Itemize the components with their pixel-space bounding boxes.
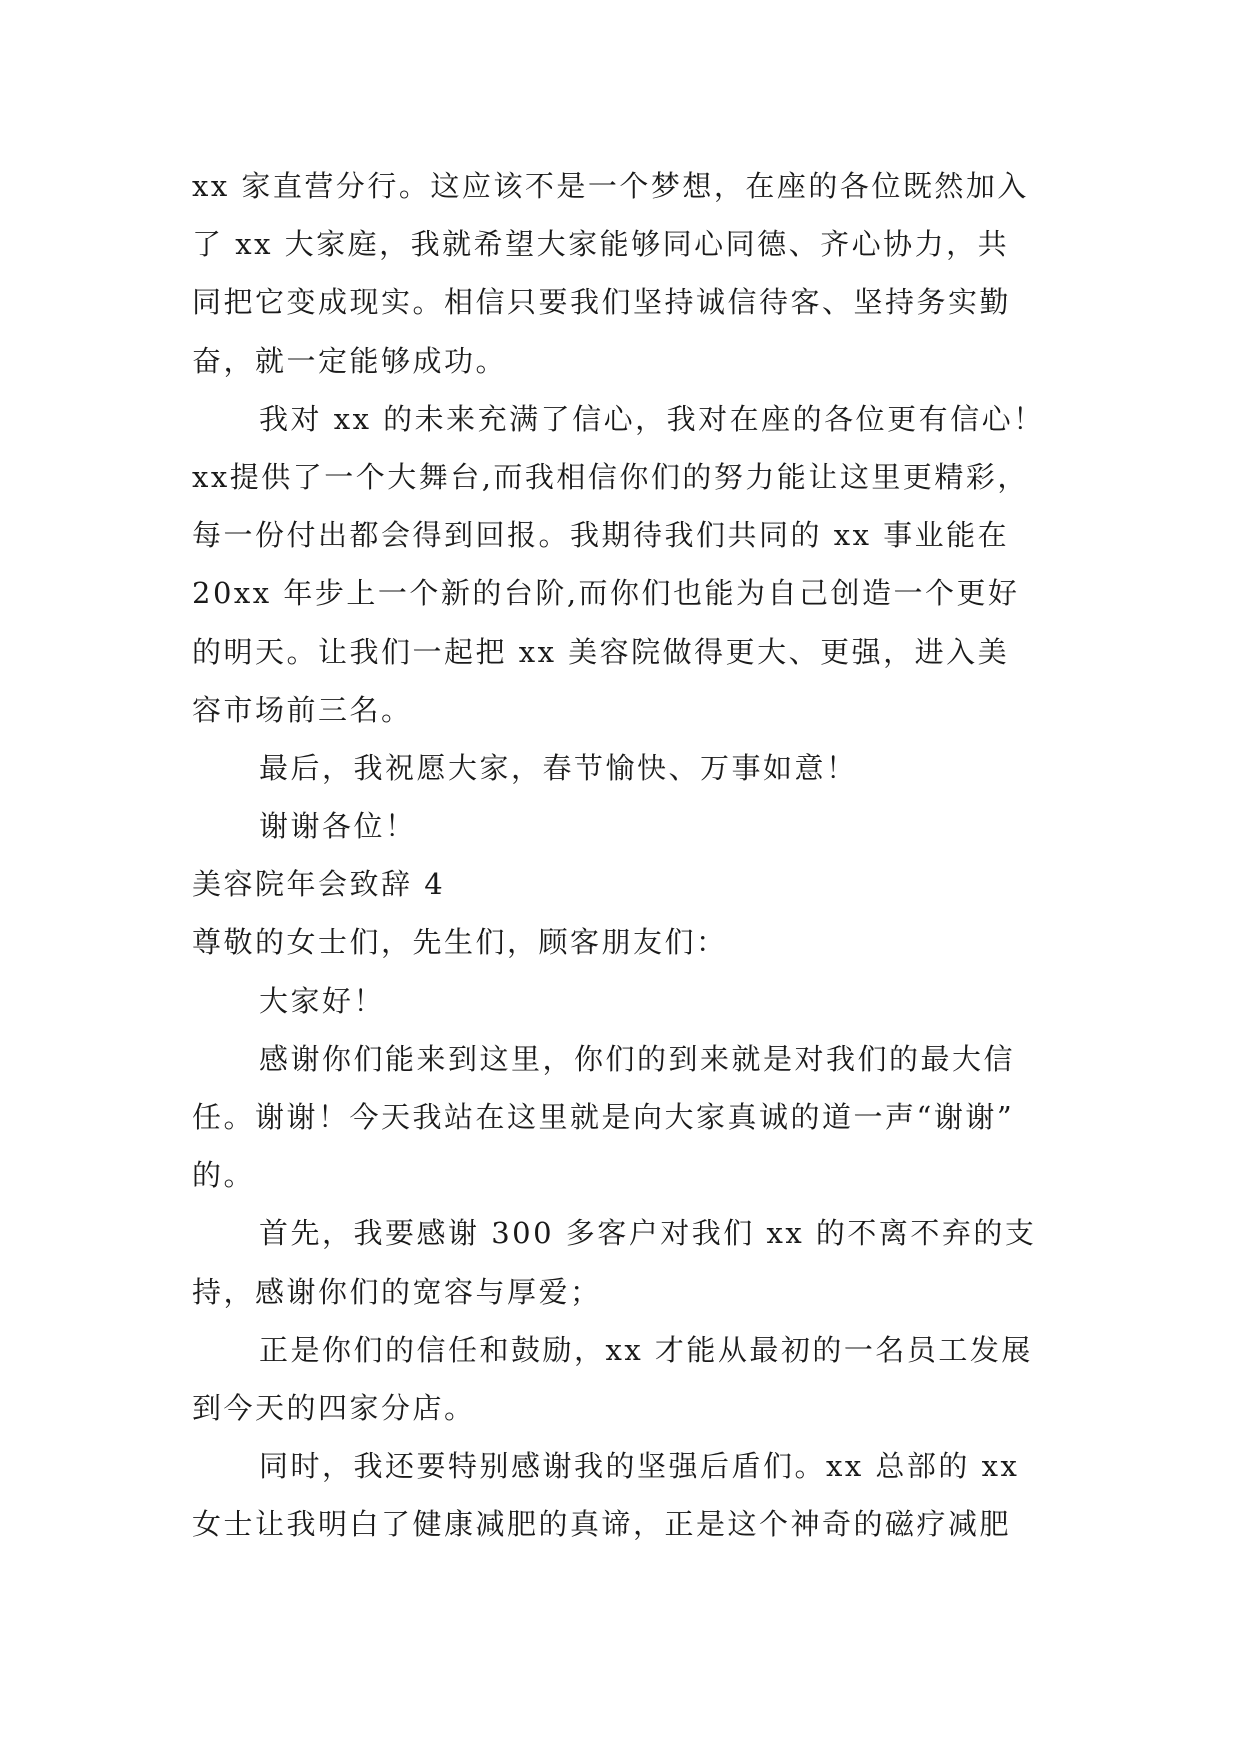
text-line: 持，感谢你们的宽容与厚爱； [192, 1274, 602, 1309]
section-heading: 美容院年会致辞 4 [192, 867, 446, 902]
text-line: 女士让我明白了健康减肥的真谛，正是这个神奇的磁疗减肥 [192, 1507, 1012, 1542]
text-line: 到今天的四家分店。 [192, 1390, 476, 1425]
text-line: 任。谢谢！今天我站在这里就是向大家真诚的道一声“谢谢” [192, 1100, 1015, 1134]
text-line: xx提供了一个大舞台,而我相信你们的努力能让这里更精彩， [192, 459, 1029, 494]
text-line: 感谢你们能来到这里，你们的到来就是对我们的最大信 [259, 1041, 1016, 1076]
text-line: 的。 [192, 1158, 256, 1193]
text-line: 奋，就一定能够成功。 [192, 343, 508, 378]
text-line: 谢谢各位！ [259, 809, 417, 844]
salutation: 尊敬的女士们，先生们，顾客朋友们： [192, 925, 728, 960]
text-line: 同把它变成现实。相信只要我们坚持诚信待客、坚持务实勤 [192, 285, 1012, 320]
text-line: 20xx 年步上一个新的台阶,而你们也能为自己创造一个更好 [192, 576, 1020, 611]
text-line: 容市场前三名。 [192, 692, 413, 727]
document-body [192, 157, 1052, 1554]
text-line: 首先，我要感谢 300 多客户对我们 xx 的不离不弃的支 [259, 1216, 1037, 1251]
text-line: 正是你们的信任和鼓励，xx 才能从最初的一名员工发展 [259, 1332, 1033, 1367]
text-line: 最后，我祝愿大家，春节愉快、万事如意！ [259, 750, 858, 785]
text-line: 的明天。让我们一起把 xx 美容院做得更大、更强，进入美 [192, 634, 1010, 669]
text-line: 了 xx 大家庭，我就希望大家能够同心同德、齐心协力，共 [192, 227, 1010, 262]
text-line: 我对 xx 的未来充满了信心，我对在座的各位更有信心！ [259, 401, 1045, 436]
text-line: 大家好！ [259, 983, 386, 1018]
text-line: 每一份付出都会得到回报。我期待我们共同的 xx 事业能在 [192, 518, 1010, 553]
text-line: 同时，我还要特别感谢我的坚强后盾们。xx 总部的 xx [259, 1449, 1020, 1484]
text-line: xx 家直营分行。这应该不是一个梦想，在座的各位既然加入 [192, 169, 1029, 203]
